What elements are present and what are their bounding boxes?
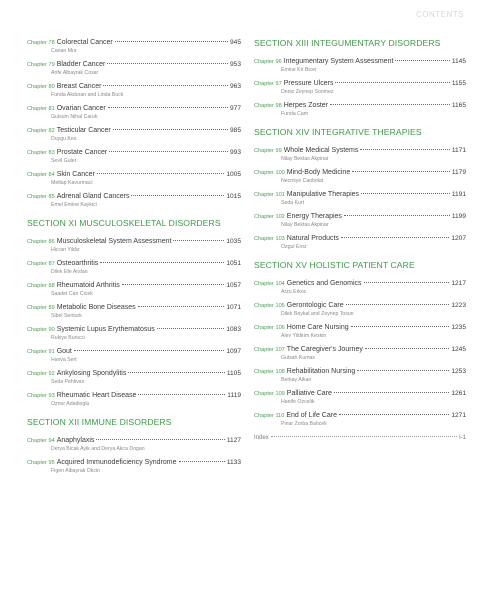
toc-entry-line: [254, 301, 466, 311]
chapter-title: Pressure Ulcers: [283, 80, 334, 87]
chapter-authors: Seda Pehlivan: [51, 379, 85, 385]
chapter-title: Gerontologic Care: [286, 302, 344, 309]
chapter-title: Adrenal Gland Cancers: [56, 193, 130, 200]
dot-leader: [108, 107, 228, 108]
page-number: 1145: [451, 58, 466, 65]
chapter-authors: Canan Mur: [51, 48, 77, 54]
toc-entry-line: [254, 212, 466, 222]
toc-entry-skin-cancer[interactable]: [27, 170, 241, 187]
chapter-authors: Nilay Bektas Akpinar: [281, 156, 329, 162]
page-number: 945: [229, 39, 241, 46]
page-number: 1133: [226, 459, 241, 466]
dot-leader: [179, 461, 225, 462]
toc-entry-line: [254, 190, 466, 200]
page-number: 1223: [451, 302, 466, 309]
toc-entry-natural-products[interactable]: [254, 234, 466, 251]
toc-entry-systemic-lupus-erythematosus[interactable]: [27, 325, 241, 342]
page-number: 1071: [226, 304, 241, 311]
dot-leader: [352, 171, 450, 172]
page-number: 1035: [226, 238, 241, 245]
page-number: 963: [229, 83, 241, 90]
chapter-authors: Deniz Zeynep Sonmez: [281, 89, 334, 95]
toc-entry-line: [254, 79, 466, 89]
section-heading: SECTION XIV INTEGRATIVE THERAPIES: [254, 127, 422, 137]
chapter-authors: Figen Albayrak Okcin: [51, 468, 101, 474]
toc-entry-gerontologic-care[interactable]: [254, 301, 466, 318]
chapter-authors: Rukiye Burucu: [51, 335, 85, 341]
chapter-title: Anaphylaxis: [56, 437, 95, 444]
toc-entry-energy-therapies[interactable]: [254, 212, 466, 229]
chapter-number: Chapter 86: [27, 239, 55, 245]
page-number: 1127: [226, 437, 241, 444]
section-heading: SECTION XI MUSCULOSKELETAL DISORDERS: [27, 218, 221, 228]
toc-entry-integumentary-system-assessment[interactable]: [254, 57, 466, 74]
chapter-number: Chapter 97: [254, 81, 282, 87]
chapter-title: End of Life Care: [286, 412, 337, 419]
chapter-authors: Funda Akduran and Linda Buck: [51, 92, 124, 98]
chapter-number: Chapter 94: [27, 438, 55, 444]
dot-leader: [334, 392, 449, 393]
toc-entry-index[interactable]: [254, 434, 466, 443]
dot-leader: [395, 60, 449, 61]
chapter-title: Rheumatoid Arthritis: [56, 282, 120, 289]
page-number: 1261: [451, 390, 466, 397]
chapter-authors: Dilek Baykal and Zeynep Tosun: [281, 311, 354, 317]
chapter-title: Herpes Zoster: [283, 102, 329, 109]
dot-leader: [128, 372, 224, 373]
page-number: 1207: [451, 235, 466, 242]
toc-entry-acquired-immunodeficiency-syndrome[interactable]: [27, 458, 241, 475]
chapter-authors: Duygu Kes: [51, 136, 77, 142]
chapter-title: Gout: [56, 348, 72, 355]
chapter-authors: Berkay Alkan: [281, 377, 312, 383]
dot-leader: [339, 414, 449, 415]
page-number: 977: [229, 105, 241, 112]
toc-entry-herpes-zoster[interactable]: [254, 101, 466, 118]
chapter-authors: Havva Sert: [51, 357, 77, 363]
toc-entry-adrenal-gland-cancers[interactable]: [27, 192, 241, 209]
toc-entry-prostate-cancer[interactable]: [27, 148, 241, 165]
toc-entry-line: [254, 101, 466, 111]
dot-leader: [109, 151, 228, 152]
dot-leader: [157, 328, 225, 329]
chapter-title: Systemic Lupus Erythematosus: [56, 326, 155, 333]
page-number: 1005: [226, 171, 241, 178]
chapter-number: Chapter 87: [27, 261, 55, 267]
chapter-number: Chapter 102: [254, 214, 285, 220]
chapter-number: Chapter 104: [254, 281, 285, 287]
chapter-title: Home Care Nursing: [286, 324, 349, 331]
toc-entry-line: [254, 234, 466, 244]
page-number: 1105: [226, 370, 241, 377]
chapter-title: Rehabilitation Nursing: [286, 368, 356, 375]
toc-entry-line: [27, 436, 241, 446]
toc-entry-line: [254, 367, 466, 377]
chapter-number: Chapter 92: [27, 371, 55, 377]
dot-leader: [115, 41, 228, 42]
chapter-number: Chapter 107: [254, 347, 285, 353]
toc-entry-bladder-cancer[interactable]: [27, 60, 241, 77]
chapter-number: Chapter 96: [254, 59, 282, 65]
dot-leader: [361, 193, 450, 194]
chapter-title: Mind-Body Medicine: [286, 169, 351, 176]
chapter-authors: Derya Bicak Ayik and Derya Akca Dogan: [51, 446, 145, 452]
toc-entry-line: [27, 281, 241, 291]
toc-entry-line: [254, 411, 466, 421]
toc-entry-genetics-and-genomics[interactable]: [254, 279, 466, 296]
page-number: 953: [229, 61, 241, 68]
page-number: 1191: [451, 191, 466, 198]
section-heading: SECTION XII IMMUNE DISORDERS: [27, 417, 172, 427]
page-number: 1165: [451, 102, 466, 109]
toc-entry-line: [27, 60, 241, 70]
chapter-number: Chapter 98: [254, 103, 282, 109]
toc-entry-colorectal-cancer[interactable]: [27, 38, 241, 55]
chapter-authors: Saadet Can Cicek: [51, 291, 93, 297]
toc-entry-palliative-care[interactable]: [254, 389, 466, 406]
toc-entry-line: [27, 170, 241, 180]
chapter-title: Natural Products: [286, 235, 339, 242]
toc-entry-line: [27, 148, 241, 158]
page-number: 1083: [226, 326, 241, 333]
section-heading: SECTION XIII INTEGUMENTARY DISORDERS: [254, 38, 441, 48]
toc-entry-mind-body-medicine[interactable]: [254, 168, 466, 185]
page-number: 1155: [451, 80, 466, 87]
chapter-number: Chapter 80: [27, 84, 55, 90]
chapter-authors: Seda Kurt: [281, 200, 305, 206]
dot-leader: [335, 82, 449, 83]
toc-entry-ankylosing-spondylitis[interactable]: [27, 369, 241, 386]
toc-entry-musculoskeletal-system-assessment[interactable]: [27, 237, 241, 254]
chapter-number: Chapter 95: [27, 460, 55, 466]
toc-entry-gout[interactable]: [27, 347, 241, 364]
chapter-authors: Arzu Erkoc: [281, 289, 307, 295]
toc-entry-the-caregiver-s-journey[interactable]: [254, 345, 466, 362]
chapter-title: Colorectal Cancer: [56, 39, 113, 46]
chapter-number: Chapter 109: [254, 391, 285, 397]
dot-leader: [344, 215, 450, 216]
chapter-authors: Pinar Zorba Bahceli: [281, 421, 327, 427]
chapter-title: Prostate Cancer: [56, 149, 108, 156]
chapter-authors: Meltap Kavurmaci: [51, 180, 93, 186]
chapter-title: Bladder Cancer: [56, 61, 106, 68]
dot-leader: [74, 350, 224, 351]
toc-entry-line: [27, 237, 241, 247]
toc-entry-line: [254, 57, 466, 67]
chapter-authors: Hanife Ozcelik: [281, 399, 315, 405]
toc-entry-breast-cancer[interactable]: [27, 82, 241, 99]
dot-leader: [122, 284, 225, 285]
page-number: 985: [229, 127, 241, 134]
dot-leader: [330, 104, 450, 105]
chapter-authors: Sevil Guler: [51, 158, 77, 164]
page-number: 1271: [451, 412, 466, 419]
chapter-number: Chapter 99: [254, 148, 282, 154]
dot-leader: [351, 326, 450, 327]
toc-entry-ovarian-cancer[interactable]: [27, 104, 241, 121]
dot-leader: [138, 394, 225, 395]
toc-entry-testicular-cancer[interactable]: [27, 126, 241, 143]
toc-left-column: [27, 38, 241, 480]
chapter-authors: Dilek Efe Arslan: [51, 269, 88, 275]
index-page-number: I-1: [458, 435, 466, 441]
chapter-authors: Sibel Senturk: [51, 313, 82, 319]
page-number: 1171: [451, 147, 466, 154]
chapter-title: Skin Cancer: [56, 171, 95, 178]
chapter-number: Chapter 81: [27, 106, 55, 112]
toc-entry-line: [254, 146, 466, 156]
page-number: 1199: [451, 213, 466, 220]
chapter-title: Osteoarthritis: [56, 260, 99, 267]
toc-entry-pressure-ulcers[interactable]: [254, 79, 466, 96]
chapter-authors: Gulsah Kumas: [281, 355, 316, 361]
dot-leader: [103, 85, 228, 86]
toc-entry-osteoarthritis[interactable]: [27, 259, 241, 276]
chapter-authors: Ozgul Eroz: [281, 244, 307, 250]
toc-entry-line: [254, 389, 466, 399]
chapter-number: Chapter 110: [254, 413, 285, 419]
chapter-authors: Alev Yildirim Keskin: [281, 333, 327, 339]
chapter-number: Chapter 108: [254, 369, 285, 375]
toc-entry-rheumatic-heart-disease[interactable]: [27, 391, 241, 408]
chapter-title: Ovarian Cancer: [56, 105, 106, 112]
page-number: 1015: [226, 193, 241, 200]
chapter-number: Chapter 103: [254, 236, 285, 242]
toc-entry-line: [27, 458, 241, 468]
chapter-authors: Funda Cam: [281, 111, 309, 117]
dot-leader: [96, 439, 224, 440]
chapter-authors: Emel Emine Kaykici: [51, 202, 97, 208]
dot-leader: [138, 306, 225, 307]
chapter-title: Palliative Care: [286, 390, 332, 397]
page-number: 1217: [451, 280, 466, 287]
toc-entry-home-care-nursing[interactable]: [254, 323, 466, 340]
dot-leader: [113, 129, 228, 130]
page-number: 1097: [226, 348, 241, 355]
toc-entry-metabolic-bone-diseases[interactable]: [27, 303, 241, 320]
chapter-title: Manipulative Therapies: [286, 191, 360, 198]
chapter-number: Chapter 89: [27, 305, 55, 311]
chapter-title: Musculoskeletal System Assessment: [56, 238, 172, 245]
index-label: Index: [254, 435, 269, 441]
chapter-authors: Oznur Adadioglu: [51, 401, 90, 407]
chapter-number: Chapter 78: [27, 40, 55, 46]
chapter-title: Acquired Immunodeficiency Syndrome: [56, 459, 177, 466]
dot-leader: [100, 262, 224, 263]
toc-entry-line: [254, 323, 466, 333]
chapter-title: Breast Cancer: [56, 83, 102, 90]
toc-entry-whole-medical-systems[interactable]: [254, 146, 466, 163]
page-number: 1245: [451, 346, 466, 353]
dot-leader: [346, 304, 450, 305]
toc-entry-line: [27, 303, 241, 313]
page-number: 1253: [451, 368, 466, 375]
toc-entry-line: [27, 192, 241, 202]
dot-leader: [97, 173, 225, 174]
dot-leader: [364, 282, 450, 283]
chapter-number: Chapter 90: [27, 327, 55, 333]
toc-entry-line: [27, 38, 241, 48]
page-number: 1119: [227, 392, 241, 399]
toc-entry-anaphylaxis[interactable]: [27, 436, 241, 453]
chapter-number: Chapter 85: [27, 194, 55, 200]
dot-leader: [357, 370, 449, 371]
toc-entry-line: [27, 391, 241, 401]
chapter-authors: Necmiye Canbolat: [281, 178, 324, 184]
chapter-number: Chapter 101: [254, 192, 285, 198]
chapter-authors: Gulsum Nihal Caruk: [51, 114, 98, 120]
chapter-number: Chapter 82: [27, 128, 55, 134]
dot-leader: [173, 240, 224, 241]
chapter-authors: Emine Kir Bicer: [281, 67, 317, 73]
toc-entry-rehabilitation-nursing[interactable]: [254, 367, 466, 384]
toc-entry-rheumatoid-arthritis[interactable]: [27, 281, 241, 298]
toc-entry-line: [27, 325, 241, 335]
chapter-number: Chapter 100: [254, 170, 285, 176]
chapter-number: Chapter 105: [254, 303, 285, 309]
chapter-title: Testicular Cancer: [56, 127, 111, 134]
chapter-number: Chapter 79: [27, 62, 55, 68]
page-number: 1057: [226, 282, 241, 289]
toc-entry-end-of-life-care[interactable]: [254, 411, 466, 428]
toc-entry-line: [254, 168, 466, 178]
chapter-authors: Nilay Bektas Akpinar: [281, 222, 329, 228]
page-header: CONTENTS: [416, 10, 464, 19]
chapter-title: The Caregiver's Journey: [286, 346, 363, 353]
chapter-number: Chapter 106: [254, 325, 285, 331]
chapter-title: Metabolic Bone Diseases: [56, 304, 136, 311]
chapter-number: Chapter 88: [27, 283, 55, 289]
chapter-authors: Arife Albayrak Cosar: [51, 70, 99, 76]
dot-leader: [107, 63, 228, 64]
dot-leader: [131, 195, 224, 196]
toc-entry-line: [27, 82, 241, 92]
toc-entry-manipulative-therapies[interactable]: [254, 190, 466, 207]
chapter-title: Energy Therapies: [286, 213, 342, 220]
chapter-title: Ankylosing Spondylitis: [56, 370, 127, 377]
toc-right-column: [254, 38, 466, 443]
chapter-title: Whole Medical Systems: [283, 147, 359, 154]
toc-entry-line: [254, 279, 466, 289]
dot-leader: [341, 237, 449, 238]
toc-entry-line: [27, 369, 241, 379]
page-number: 1235: [451, 324, 466, 331]
toc-entry-line: [27, 126, 241, 136]
chapter-number: Chapter 83: [27, 150, 55, 156]
dot-leader: [271, 436, 457, 437]
page-number: 1051: [226, 260, 241, 267]
toc-entry-line: [27, 347, 241, 357]
chapter-title: Rheumatic Heart Disease: [56, 392, 137, 399]
page-number: 1179: [451, 169, 466, 176]
chapter-number: Chapter 84: [27, 172, 55, 178]
dot-leader: [360, 149, 449, 150]
chapter-authors: Hicran Yildiz: [51, 247, 80, 253]
chapter-number: Chapter 91: [27, 349, 55, 355]
chapter-title: Genetics and Genomics: [286, 280, 362, 287]
toc-entry-line: [27, 259, 241, 269]
chapter-number: Chapter 93: [27, 393, 55, 399]
section-heading: SECTION XV HOLISTIC PATIENT CARE: [254, 260, 415, 270]
toc-entry-line: [254, 345, 466, 355]
page-number: 993: [229, 149, 241, 156]
toc-entry-line: [27, 104, 241, 114]
chapter-title: Integumentary System Assessment: [283, 58, 394, 65]
dot-leader: [365, 348, 449, 349]
